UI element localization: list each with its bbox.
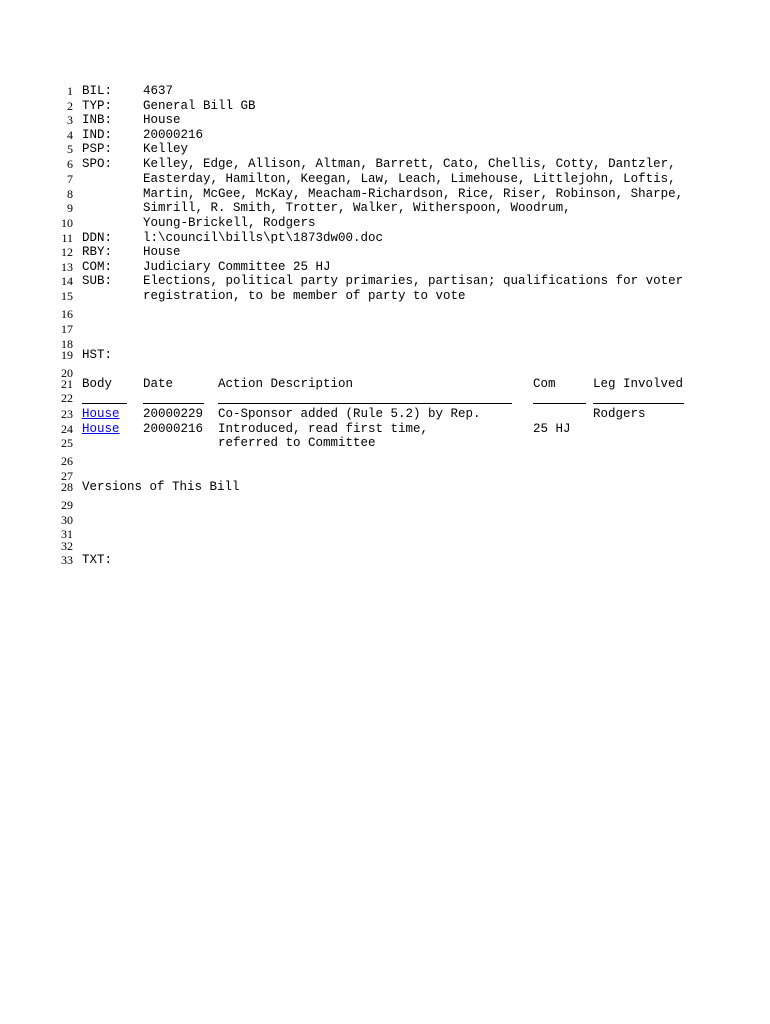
line-number: 26 (61, 454, 73, 468)
header-underline (143, 403, 204, 404)
subject-line: registration, to be member of party to vote (143, 289, 466, 303)
line-number: 23 (61, 407, 73, 421)
line-number: 9 (67, 201, 73, 215)
line-number: 18 (61, 337, 73, 351)
history-leg: Rodgers (593, 407, 646, 421)
history-body-link[interactable]: House (82, 422, 120, 436)
field-label-ddn: DDN: (82, 231, 113, 245)
line-number: 8 (67, 187, 73, 201)
sponsors-line: Martin, McGee, McKay, Meacham-Richardson, Rice, Riser, Robinson, Sharpe, (143, 187, 684, 201)
line-number: 29 (61, 498, 73, 512)
field-label-rby: RBY: (82, 245, 113, 259)
line-number: 25 (61, 436, 73, 450)
history-header-body: Body (82, 377, 113, 391)
line-number: 2 (67, 99, 73, 113)
field-label-com: COM: (82, 260, 113, 274)
subject-line: Elections, political party primaries, partisan; qualifications for voter (143, 274, 684, 288)
field-value-psp: Kelley (143, 142, 189, 156)
field-label-ind: IND: (82, 128, 113, 142)
history-date: 20000216 (143, 422, 204, 436)
history-header-date: Date (143, 377, 174, 391)
field-value-bil: 4637 (143, 84, 174, 98)
line-number: 33 (61, 553, 73, 567)
line-number: 7 (67, 172, 73, 186)
line-number: 32 (61, 539, 73, 553)
header-underline (218, 403, 512, 404)
field-value-ind: 20000216 (143, 128, 204, 142)
line-number: 19 (61, 348, 73, 362)
line-number: 28 (61, 480, 73, 494)
sponsors-line: Young-Brickell, Rodgers (143, 216, 316, 230)
line-number: 1 (67, 84, 73, 98)
line-number: 17 (61, 322, 73, 336)
line-number: 4 (67, 128, 73, 142)
history-label: HST: (82, 348, 113, 362)
text-label: TXT: (82, 553, 113, 567)
field-label-typ: TYP: (82, 99, 113, 113)
line-number: 16 (61, 307, 73, 321)
line-number: 31 (61, 527, 73, 541)
line-number: 27 (61, 469, 73, 483)
line-number: 30 (61, 513, 73, 527)
field-label-psp: PSP: (82, 142, 113, 156)
line-number: 21 (61, 377, 73, 391)
history-header-leg: Leg Involved (593, 377, 684, 391)
sponsors-line: Kelley, Edge, Allison, Altman, Barrett, Cato, Chellis, Cotty, Dantzler, (143, 157, 676, 171)
field-value-ddn: l:\council\bills\pt\1873dw00.doc (143, 231, 384, 245)
field-label-inb: INB: (82, 113, 113, 127)
field-value-inb: House (143, 113, 181, 127)
line-number: 22 (61, 391, 73, 405)
history-action: referred to Committee (218, 436, 376, 450)
history-com: 25 HJ (533, 422, 571, 436)
line-number: 5 (67, 142, 73, 156)
line-number: 12 (61, 245, 73, 259)
line-number: 11 (61, 231, 73, 245)
line-number: 14 (61, 274, 73, 288)
versions-heading: Versions of This Bill (82, 480, 240, 494)
line-number: 20 (61, 366, 73, 380)
header-underline (533, 403, 586, 404)
line-number: 3 (67, 113, 73, 127)
line-number: 15 (61, 289, 73, 303)
field-value-rby: House (143, 245, 181, 259)
history-header-com: Com (533, 377, 556, 391)
field-label-bil: BIL: (82, 84, 113, 98)
line-number: 24 (61, 422, 73, 436)
history-date: 20000229 (143, 407, 204, 421)
header-underline (593, 403, 684, 404)
field-value-com: Judiciary Committee 25 HJ (143, 260, 331, 274)
history-action: Introduced, read first time, (218, 422, 429, 436)
sponsors-line: Easterday, Hamilton, Keegan, Law, Leach, Limehouse, Littlejohn, Loftis, (143, 172, 676, 186)
line-number: 13 (61, 260, 73, 274)
history-body-link[interactable]: House (82, 407, 120, 421)
line-number: 10 (61, 216, 73, 230)
header-underline (82, 403, 127, 404)
field-value-typ: General Bill GB (143, 99, 256, 113)
history-header-action: Action Description (218, 377, 354, 391)
line-number: 6 (67, 157, 73, 171)
field-label-sub: SUB: (82, 274, 113, 288)
sponsors-line: Simrill, R. Smith, Trotter, Walker, Witherspoon, Woodrum, (143, 201, 571, 215)
history-action: Co-Sponsor added (Rule 5.2) by Rep. (218, 407, 481, 421)
field-label-spo: SPO: (82, 157, 113, 171)
